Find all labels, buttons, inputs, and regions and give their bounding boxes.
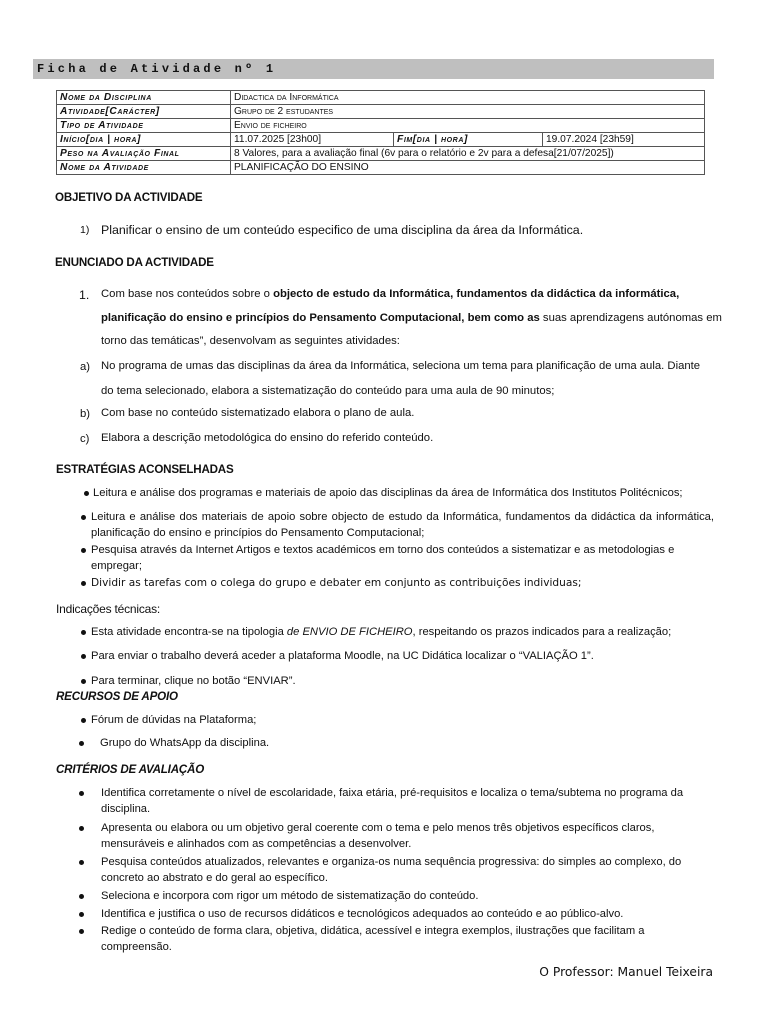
value-peso: 8 Valores, para a avaliação final (6v para o relatório e 2v para a defesa[21/07/2025]) — [231, 147, 705, 161]
indicacao-item: Para enviar o trabalho deverá aceder a plataforma Moodle, na UC Didática localizar o “VALIAÇÃO 1”. — [91, 650, 594, 662]
info-table — [56, 90, 705, 175]
professor-signature: O Professor: Manuel Teixeira — [539, 965, 713, 979]
value-fim: 19.07.2024 [23h59] — [543, 133, 705, 147]
item-a-line-2: do tema selecionado, elabora a sistematização do conteúdo para uma aula de 90 minutos; — [101, 385, 555, 397]
label-inicio: Início[dia | hora] — [57, 133, 231, 147]
heading-indicacoes: Indicações técnicas: — [56, 602, 161, 616]
heading-criterios: CRITÉRIOS DE AVALIAÇÃO — [56, 763, 205, 776]
criterio-item: Apresenta ou elabora ou um objetivo geral coerente com o tema e pelo menos três objetivos específicos claros, mensuráveis e alinhados com as competências a desenvolver. — [101, 822, 655, 850]
bullet-icon — [81, 630, 86, 635]
heading-estrategias: ESTRATÉGIAS ACONSELHADAS — [56, 463, 234, 476]
value-tipo: Envio de ficheiro — [231, 119, 705, 133]
bullet-icon — [81, 581, 86, 586]
objetivo-text: Planificar o ensino de um conteúdo especifico de uma disciplina da área da Informática. — [101, 223, 584, 237]
criterio-item: Pesquisa conteúdos atualizados, relevantes e organiza-os numa sequência progressiva: do simples ao complexo, do concreto ao abstrato e do geral ao específico. — [101, 856, 682, 884]
criterio-item: Identifica e justifica o uso de recursos didáticos e tecnológicos adequados ao conteúdo e ao público-alvo. — [101, 908, 624, 920]
label-disciplina: Nome da Disciplina — [57, 91, 231, 105]
enunciado-text-b: suas aprendizagens autónomas em — [539, 312, 722, 324]
heading-recursos: RECURSOS DE APOIO — [56, 690, 178, 703]
item-a-label: a) — [80, 361, 91, 373]
item-c-label: c) — [80, 433, 90, 445]
label-peso: Peso na Avaliação Final — [57, 147, 231, 161]
bullet-icon — [79, 860, 84, 865]
objetivo-number: 1) — [80, 224, 90, 236]
document-title: Ficha de Atividade nº 1 — [33, 59, 714, 79]
indicacao-italic: de ENVIO DE FICHEIRO — [286, 626, 413, 638]
bullet-icon — [81, 548, 86, 553]
criterio-item: Seleciona e incorpora com rigor um método de sistematização do conteúdo. — [101, 890, 479, 902]
bullet-icon — [79, 929, 84, 934]
bullet-icon — [79, 791, 84, 796]
item-b-text: Com base no conteúdo sistematizado elabora o plano de aula. — [101, 407, 415, 419]
item-a-line-1: No programa de umas das disciplinas da área da Informática, seleciona um tema para planificação de uma aula. Diante — [101, 360, 701, 372]
heading-enunciado: ENUNCIADO DA ACTIVIDADE — [55, 256, 214, 269]
enunciado-bold-1: objecto de estudo da Informática, fundamentos da didáctica da informática, — [273, 288, 680, 300]
bullet-icon — [81, 654, 86, 659]
enunciado-line-3: torno das temáticas”, desenvolvam as seguintes atividades: — [101, 335, 400, 347]
bullet-icon — [79, 912, 84, 917]
enunciado-number: 1. — [79, 288, 90, 302]
estrategia-item: Leitura e análise dos programas e materiais de apoio das disciplinas da área de Informática dos Institutos Politécnicos; — [93, 487, 683, 499]
bullet-icon — [81, 718, 86, 723]
bullet-icon — [79, 741, 84, 746]
estrategia-item: Dividir as tarefas com o colega do grupo e debater em conjunto as contribuições individuas; — [91, 577, 582, 589]
estrategia-item: Leitura e análise dos materiais de apoio sobre objecto de estudo da Informática, fundamentos da didáctica da informática, planificação do ensino e princípios do Pensamento Computacional; — [91, 511, 714, 539]
criterio-item: Identifica corretamente o nível de escolaridade, faixa etária, pré-requisitos e localiza o tema/subtema no programa da disciplina. — [101, 787, 684, 815]
label-tipo: Tipo de Atividade — [57, 119, 231, 133]
indicacao-text: , respeitando os prazos indicados para a realização; — [412, 626, 672, 638]
criterio-item: Redige o conteúdo de forma clara, objetiva, didática, acessível e integra exemplos, ilustrações que facilitam a compreensão. — [101, 925, 645, 953]
value-atividade: Grupo de 2 estudantes — [231, 105, 705, 119]
value-inicio: 11.07.2025 [23h00] — [231, 133, 394, 147]
enunciado-text-a: Com base nos conteúdos sobre o — [101, 288, 274, 300]
label-fim: Fim[dia | hora] — [394, 133, 543, 147]
item-c-text: Elabora a descrição metodológica do ensino do referido conteúdo. — [101, 432, 434, 444]
enunciado-line-2 — [101, 307, 722, 329]
bullet-icon — [81, 515, 86, 520]
bullet-icon — [79, 894, 84, 899]
estrategia-item: Pesquisa através da Internet Artigos e textos académicos em torno dos conteúdos a sistematizar e as metodologias e empregar; — [91, 544, 675, 572]
label-atividade: Atividade[Carácter] — [57, 105, 231, 119]
enunciado-bold-2: planificação do ensino e princípios do Pensamento Computacional, bem como as — [101, 312, 540, 324]
indicacao-item — [91, 624, 671, 640]
recurso-item: Grupo do WhatsApp da disciplina. — [100, 737, 270, 749]
bullet-icon — [81, 679, 86, 684]
indicacao-item: Para terminar, clique no botão “ENVIAR”. — [91, 675, 296, 687]
value-disciplina: Didactica da Informática — [231, 91, 705, 105]
heading-objetivo: OBJETIVO DA ACTIVIDADE — [55, 191, 203, 204]
recurso-item: Fórum de dúvidas na Plataforma; — [91, 714, 257, 726]
enunciado-line-1 — [101, 283, 713, 305]
item-b-label: b) — [80, 408, 91, 420]
indicacao-text: Esta atividade encontra-se na tipologia — [91, 626, 287, 638]
label-nome-atividade: Nome da Atividade — [57, 161, 231, 175]
value-nome-atividade: PLANIFICAÇÃO DO ENSINO — [231, 161, 705, 175]
bullet-icon — [84, 491, 89, 496]
bullet-icon — [79, 826, 84, 831]
